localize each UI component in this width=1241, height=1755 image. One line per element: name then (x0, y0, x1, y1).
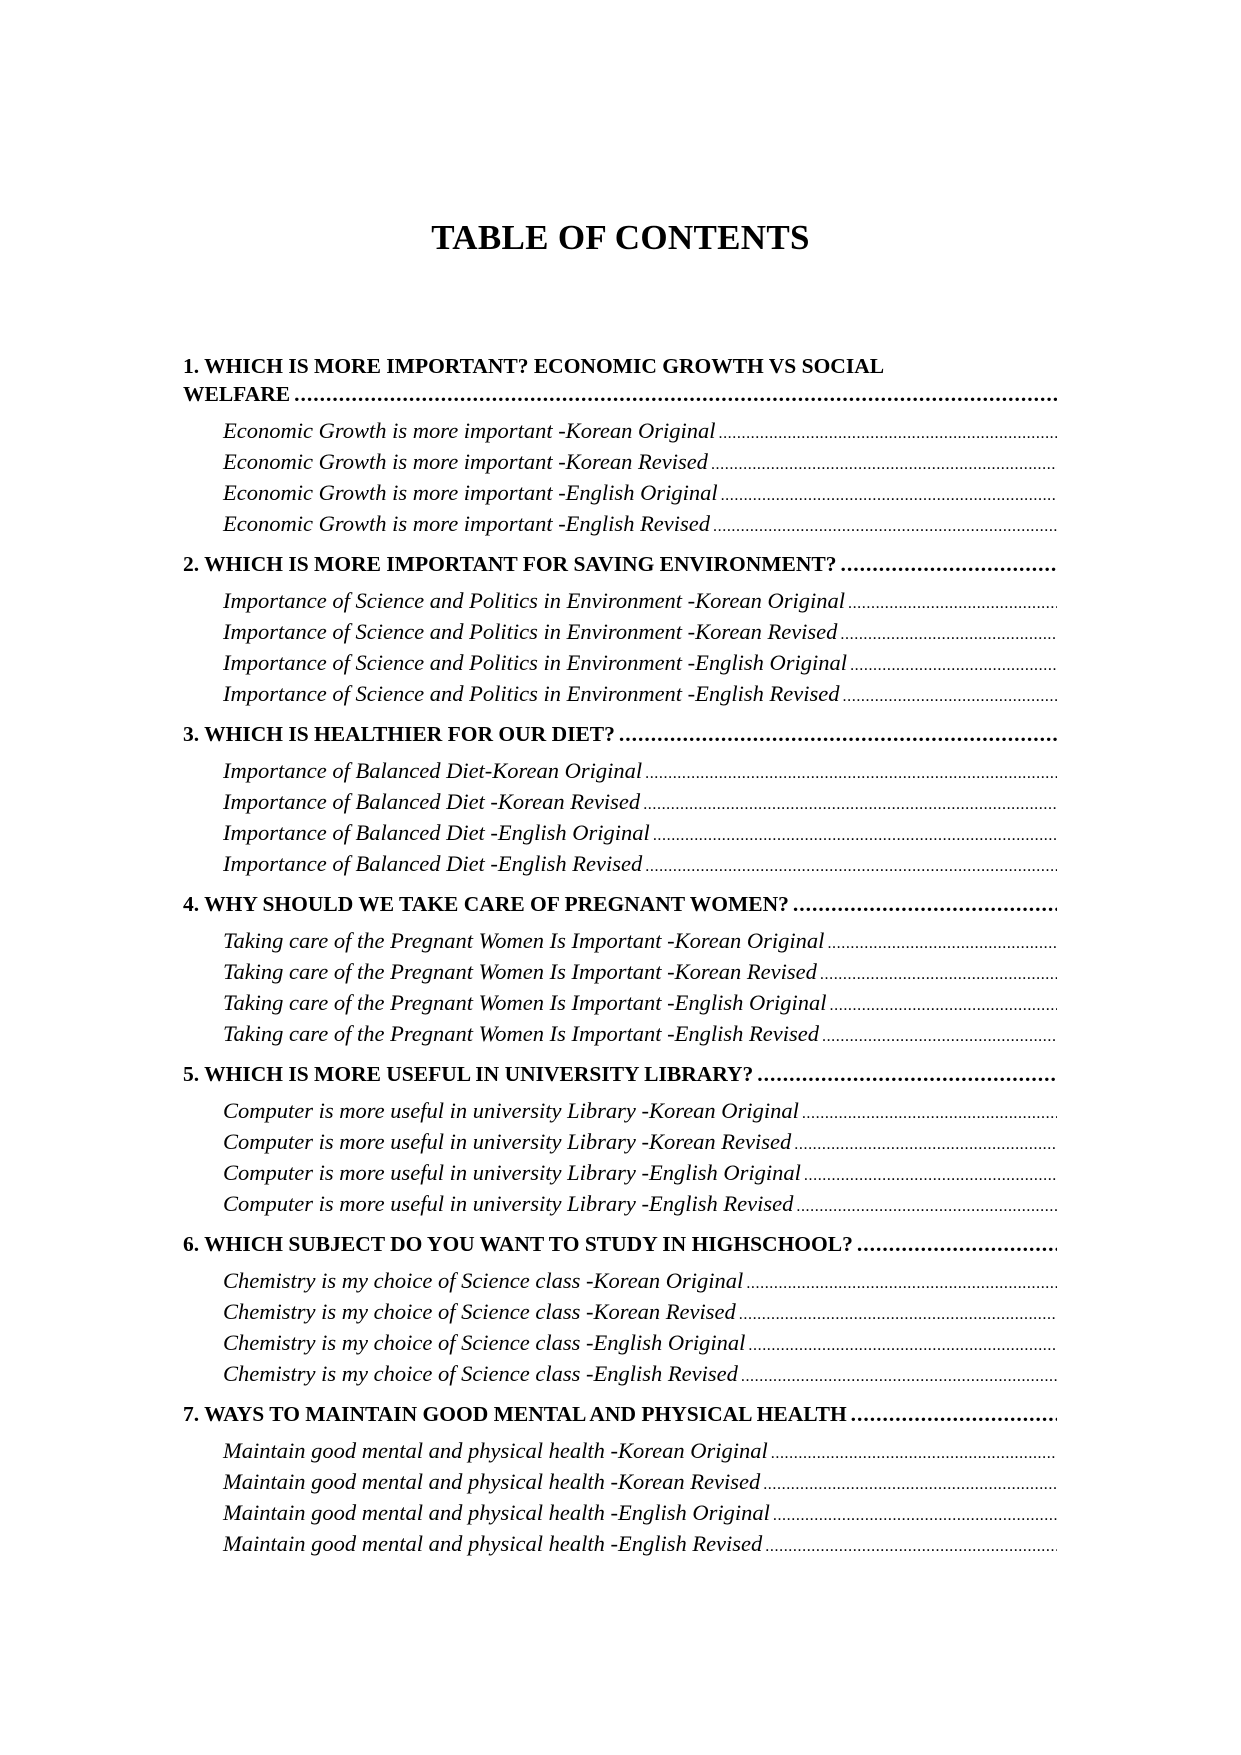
dot-leader (843, 683, 1057, 711)
dot-leader (645, 853, 1057, 881)
dot-leader (822, 1023, 1057, 1051)
toc-section-3 (183, 720, 1057, 881)
dot-leader (820, 961, 1057, 989)
toc-heading-3-label: 3. WHICH IS HEALTHIER FOR OUR DIET? (183, 722, 615, 746)
toc-section-2 (183, 550, 1057, 711)
toc-entry-label: Economic Growth is more important -English Revised (223, 511, 711, 536)
dot-leader (796, 1193, 1057, 1221)
toc-entry[interactable] (223, 1097, 1057, 1128)
toc-heading-1[interactable] (183, 352, 1057, 408)
dot-leader (840, 550, 1057, 578)
dot-leader (713, 513, 1057, 541)
dot-leader (741, 1363, 1057, 1391)
toc-entry-label: Importance of Science and Politics in Environment -English Original (223, 650, 848, 675)
toc-entry[interactable] (223, 1329, 1057, 1360)
dot-leader (794, 1131, 1057, 1159)
toc-entry-list-1 (223, 417, 1057, 541)
toc-entry[interactable] (223, 448, 1057, 479)
toc-entry[interactable] (223, 1020, 1057, 1051)
dot-leader (619, 720, 1057, 748)
toc-entry-label: Taking care of the Pregnant Women Is Important -Korean Revised (223, 959, 817, 984)
dot-leader (645, 760, 1057, 788)
toc-entry[interactable] (223, 1468, 1057, 1499)
toc-heading-4-label: 4. WHY SHOULD WE TAKE CARE OF PREGNANT WOMEN? (183, 892, 789, 916)
toc-entry-label: Importance of Science and Politics in Environment -English Revised (223, 681, 840, 706)
dot-leader (763, 1471, 1057, 1499)
dot-leader (857, 1230, 1057, 1258)
toc-entry-label: Chemistry is my choice of Science class -English Original (223, 1330, 746, 1355)
toc-entry[interactable] (223, 850, 1057, 881)
dot-leader (746, 1270, 1057, 1298)
dot-leader (653, 822, 1057, 850)
toc-entry-label: Importance of Science and Politics in Environment -Korean Revised (223, 619, 838, 644)
toc-entry-label: Taking care of the Pregnant Women Is Important -English Revised (223, 1021, 819, 1046)
toc-entry-label: Computer is more useful in university Library -Korean Revised (223, 1129, 792, 1154)
toc-entry[interactable] (223, 927, 1057, 958)
toc-entry-list-6 (223, 1267, 1057, 1391)
toc-entry-label: Maintain good mental and physical health -Korean Revised (223, 1469, 761, 1494)
toc-entry[interactable] (223, 587, 1057, 618)
toc-entry[interactable] (223, 1267, 1057, 1298)
toc-entry-list-2 (223, 587, 1057, 711)
toc-heading-2-label: 2. WHICH IS MORE IMPORTANT FOR SAVING ENVIRONMENT? (183, 552, 837, 576)
dot-leader (850, 652, 1057, 680)
toc-entry[interactable] (223, 1190, 1057, 1221)
toc-entry[interactable] (223, 1437, 1057, 1468)
toc-heading-3[interactable] (183, 720, 1057, 748)
toc-entry-label: Importance of Balanced Diet-Korean Original (223, 758, 643, 783)
table-of-contents (183, 352, 1057, 1570)
dot-leader (851, 1400, 1057, 1428)
toc-entry[interactable] (223, 1530, 1057, 1561)
toc-entry-label: Computer is more useful in university Library -Korean Original (223, 1098, 799, 1123)
dot-leader (721, 482, 1057, 510)
toc-heading-1-line2: WELFARE (183, 382, 291, 406)
toc-entry-label: Maintain good mental and physical health -English Original (223, 1500, 770, 1525)
toc-entry[interactable] (223, 757, 1057, 788)
toc-entry-label: Importance of Science and Politics in Environment -Korean Original (223, 588, 845, 613)
dot-leader (848, 590, 1057, 618)
toc-entry[interactable] (223, 1128, 1057, 1159)
toc-section-1 (183, 352, 1057, 541)
toc-entry[interactable] (223, 788, 1057, 819)
dot-leader (793, 890, 1057, 918)
dot-leader (830, 992, 1057, 1020)
toc-entry[interactable] (223, 680, 1057, 711)
toc-entry-label: Chemistry is my choice of Science class -Korean Original (223, 1268, 744, 1293)
toc-entry[interactable] (223, 479, 1057, 510)
toc-heading-1-line1: 1. WHICH IS MORE IMPORTANT? ECONOMIC GROWTH VS SOCIAL (183, 354, 885, 378)
toc-entry-label: Importance of Balanced Diet -Korean Revised (223, 789, 641, 814)
toc-heading-6[interactable] (183, 1230, 1057, 1258)
toc-entry-label: Taking care of the Pregnant Women Is Important -English Original (223, 990, 827, 1015)
toc-section-6 (183, 1230, 1057, 1391)
toc-entry[interactable] (223, 649, 1057, 680)
toc-entry-list-5 (223, 1097, 1057, 1221)
dot-leader (294, 380, 1057, 408)
dot-leader (773, 1502, 1057, 1530)
toc-entry[interactable] (223, 1298, 1057, 1329)
dot-leader (827, 930, 1057, 958)
dot-leader (748, 1332, 1057, 1360)
dot-leader (804, 1162, 1057, 1190)
toc-entry-label: Chemistry is my choice of Science class -English Revised (223, 1361, 738, 1386)
toc-section-7 (183, 1400, 1057, 1561)
toc-heading-7[interactable] (183, 1400, 1057, 1428)
toc-entry[interactable] (223, 417, 1057, 448)
dot-leader (739, 1301, 1057, 1329)
toc-entry-list-3 (223, 757, 1057, 881)
toc-entry-label: Chemistry is my choice of Science class -Korean Revised (223, 1299, 736, 1324)
dot-leader (718, 420, 1057, 448)
toc-entry-label: Importance of Balanced Diet -English Revised (223, 851, 643, 876)
toc-heading-1-line2-row (183, 380, 1057, 408)
toc-heading-6-label: 6. WHICH SUBJECT DO YOU WANT TO STUDY IN HIGHSCHOOL? (183, 1232, 853, 1256)
dot-leader (771, 1440, 1057, 1468)
dot-leader (711, 451, 1057, 479)
toc-entry-label: Computer is more useful in university Library -English Original (223, 1160, 801, 1185)
toc-entry-label: Taking care of the Pregnant Women Is Important -Korean Original (223, 928, 825, 953)
toc-entry[interactable] (223, 1159, 1057, 1190)
toc-entry-label: Computer is more useful in university Library -English Revised (223, 1191, 794, 1216)
toc-heading-4[interactable] (183, 890, 1057, 918)
toc-heading-7-label: 7. WAYS TO MAINTAIN GOOD MENTAL AND PHYSICAL HEALTH (183, 1402, 847, 1426)
toc-section-5 (183, 1060, 1057, 1221)
toc-heading-5-label: 5. WHICH IS MORE USEFUL IN UNIVERSITY LIBRARY? (183, 1062, 754, 1086)
toc-entry-label: Maintain good mental and physical health -English Revised (223, 1531, 763, 1556)
dot-leader (765, 1533, 1057, 1561)
dot-leader (840, 621, 1057, 649)
toc-entry[interactable] (223, 1360, 1057, 1391)
toc-entry-label: Economic Growth is more important -Korean Revised (223, 449, 708, 474)
toc-entry-list-4 (223, 927, 1057, 1051)
toc-entry-list-7 (223, 1437, 1057, 1561)
dot-leader (802, 1100, 1057, 1128)
toc-entry-label: Importance of Balanced Diet -English Original (223, 820, 650, 845)
toc-entry-label: Maintain good mental and physical health -Korean Original (223, 1438, 768, 1463)
toc-entry[interactable] (223, 819, 1057, 850)
toc-entry[interactable] (223, 618, 1057, 649)
toc-heading-2[interactable] (183, 550, 1057, 578)
toc-entry[interactable] (223, 1499, 1057, 1530)
dot-leader (643, 791, 1057, 819)
toc-section-4 (183, 890, 1057, 1051)
toc-entry[interactable] (223, 510, 1057, 541)
toc-entry-label: Economic Growth is more important -Korean Original (223, 418, 716, 443)
page-title: TABLE OF CONTENTS (431, 218, 810, 257)
dot-leader (757, 1060, 1057, 1088)
toc-heading-5[interactable] (183, 1060, 1057, 1088)
toc-entry-label: Economic Growth is more important -English Original (223, 480, 718, 505)
toc-entry[interactable] (223, 958, 1057, 989)
toc-entry[interactable] (223, 989, 1057, 1020)
